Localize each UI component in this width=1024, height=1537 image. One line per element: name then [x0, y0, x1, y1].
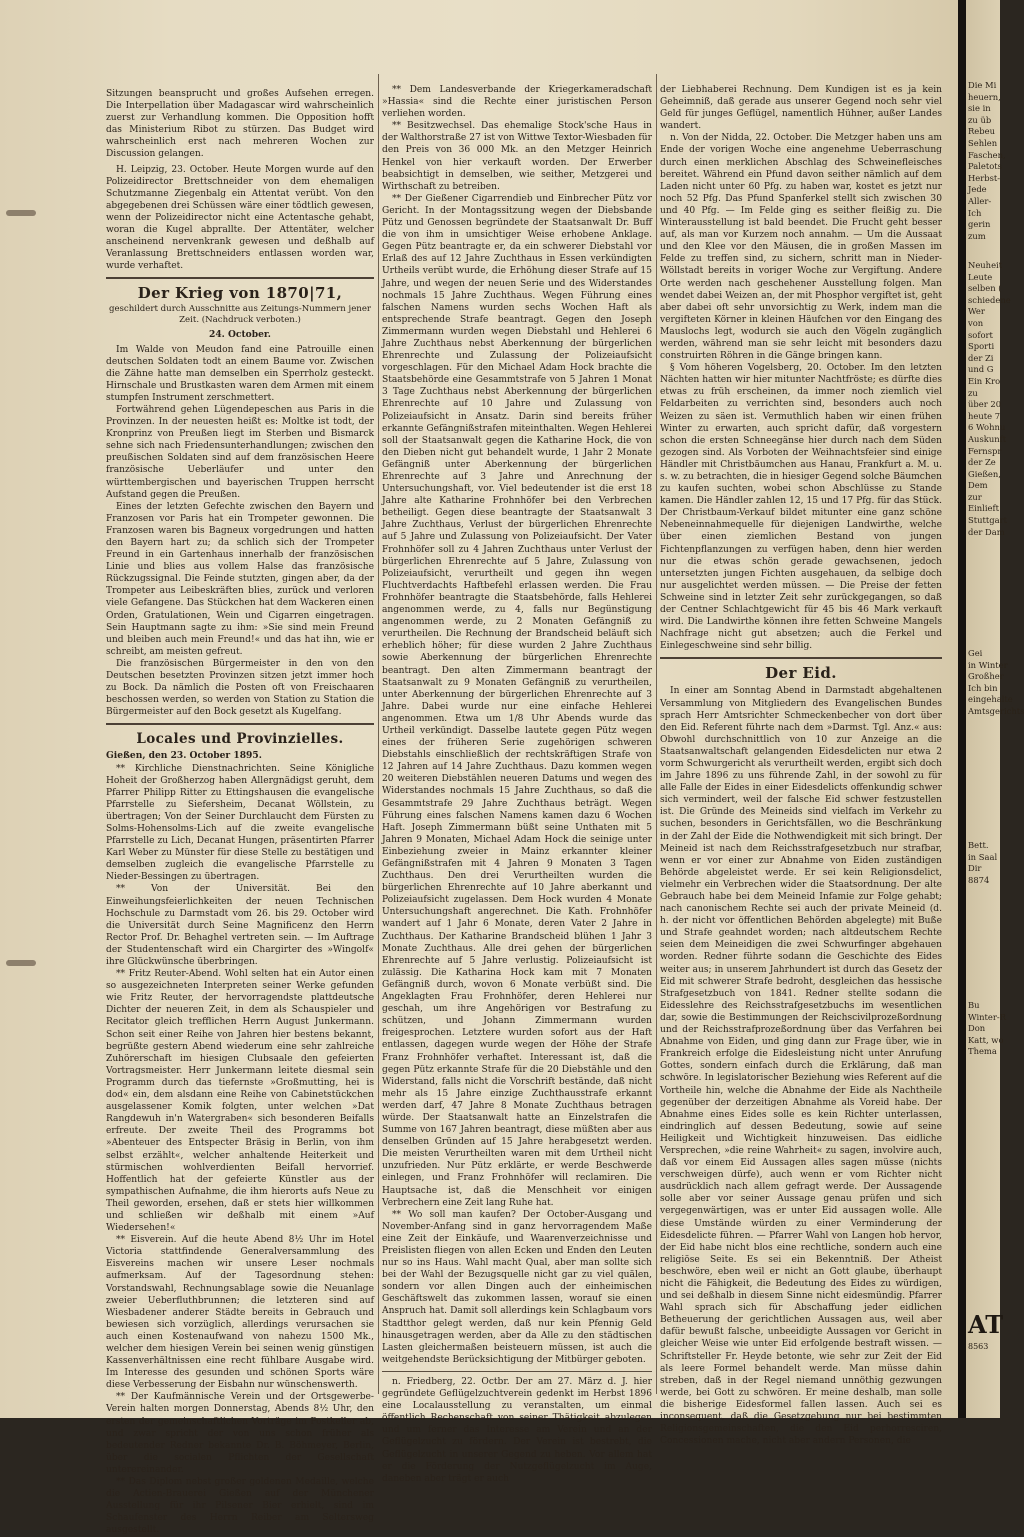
locales-paragraph: ** Eisverein. Auf die heute Abend 8½ Uhr im Hotel Victoria stattfindende Generalversammlung des Eisvereins machen wir unsere Leser nochmals aufmerksam. Auf der Tagesordnung stehen: Vorstandswahl, Rechnungsablage sowie die Neuanlage zweier Ueberfluthbrunnen; die letzteren sind auf Wiesbadener anderer Städte bereits in Gebrauch und bewiesen sich vorzüglich, allerdings verursachen sie auch einen Kostenaufwand von nahezu 1500 Mk., welcher dem hiesigen Verein bei seinen wenig günstigen Kassenverhältnissen eine recht fühlbare Ausgabe wird. Im Interesse des gesunden und schönen Sports wäre diese Verbesserung der Eisbahn nur wünschenswerth. — [106, 1235, 374, 1391]
fragment-line: Jede — [968, 184, 987, 195]
fragment-line: Gei — [968, 648, 983, 658]
fragment-line: der Dam — [968, 526, 1005, 537]
section-divider — [106, 723, 374, 725]
fragment-line: heute 7 — [968, 410, 1001, 421]
fragment-line: Rebeu — [968, 126, 995, 137]
fragment-line: Dem — [968, 480, 988, 491]
fragment-line: Wer — [968, 306, 985, 317]
fragment-line: Bu — [968, 1000, 980, 1010]
article-paragraph: ** Besitzwechsel. Das ehemalige Stock'sche Haus in der Walthorstraße 27 ist von Wittwe Textor-Wiesbaden für den Preis von 36 000 Mk. an den Metzger Heinrich Henkel von hier verkauft worden. Der Erwerber beabsichtigt in demselben, wie seither, Metzgerei und Wirthschaft zu betreiben. — [382, 121, 652, 192]
fragment-line: Herbst- — [968, 172, 1001, 183]
column-rule — [656, 74, 657, 1394]
locales-headline: Locales und Provinzielles. — [136, 731, 344, 748]
fragment-line: selben ( — [968, 283, 1002, 294]
article-paragraph: n. Von der Nidda, 22. October. Die Metzger haben uns am Ende der vorigen Woche eine angenehme Ueberraschung durch einen merklichen Abschlag des Schweinefleisches bereitet. Während ein Pfund davon seither nämlich auf dem Laden nicht unter 60 Pfg. zu haben war, kostet es jetzt nur noch 52 Pfg. Das Pfund Spanferkel stellt sich zwischen 30 und 40 Pfg. — Im Felde ging es seither fleißig zu. Die Winterausstellung ist bald beendet. Die Frucht geht besser auf, als man vor Kurzem noch annahm. — Um die Aussaat und den Klee vor den Mäusen, die in großen Massen im Felde zu treffen sind, zu sichern, schritt man in Nieder-Wöllstadt bereits in voriger Woche zur Vergiftung. Andere Orte werden nach geschehener Ausstellung folgen. Man wendet dabei Weizen an, der mit Phosphor vergiftet ist, geht aber dabei oft sehr unvorsichtig zu Werk, indem man die vergifteten Körner in kleinen Häufchen vor den Eingang des Mauslochs legt, wodurch sie auch den Vögeln zugänglich werden, während man sie sehr leicht mit besonders dazu construirten Röhren in die Gänge bringen kann. — [660, 133, 942, 362]
fragment-line: Einlieft — [968, 503, 999, 514]
fragment-line: Großher — [968, 671, 1004, 682]
section-divider — [660, 657, 942, 659]
footer-small-fragment: 8563 — [968, 1342, 989, 1351]
eid-headline: Der Eid. — [765, 664, 837, 683]
fragment-block-2 — [966, 260, 1011, 538]
fragment-line: der Zi — [968, 352, 994, 363]
fragment-line: von — [968, 317, 984, 328]
fragment-line: Leute — [968, 271, 993, 282]
krieg-paragraph: Die französischen Bürgermeister in den von den Deutschen besetzten Provinzen sitzen jetzt immer hoch zu Bock. Da nämlich die Posten oft von Freischaaren beschossen werden, so werden von Station zu Station die Bürgermeister auf den Bock gesetzt als Kugelfang. — [106, 658, 374, 718]
fragment-line: Ich bin — [968, 682, 998, 693]
fragment-line: zu — [968, 387, 978, 398]
fragment-line: Auskunft — [968, 433, 1007, 444]
fragment-line: über 20 — [968, 399, 1002, 410]
article-paragraph: ** Wo soll man kaufen? Der October-Ausgang und November-Anfang sind in ganz hervorragendem Maße eine Zeit der Einkäufe, und Waarenverzeichnisse und Preislisten fliegen von allen Ecken und Enden den Leuten nur so ins Haus. Wahl macht Qual, aber man sollte sich bei der Wahl der Bezugsquelle nicht gar zu viel quälen, sondern vor allen Dingen auch der einheimischen Geschäftswelt das zukommen lassen, worauf sie einen Anspruch hat. Damit soll allerdings kein Schlagbaum vors Stadtthor gelegt werden, daß nur kein Pfennig Geld hinausgetragen werden, aber da Alle zu den städtischen Lasten gleichermaßen beisteuern müssen, ist auch die weitgehendste Berücksichtigung der Mitbürger geboten. — [382, 1209, 652, 1365]
fragment-line: Sporti — [968, 341, 995, 352]
fragment-line: sie in — [968, 103, 991, 114]
article-continuation: Sitzungen beansprucht und großes Aufsehen erregen. Die Interpellation über Madagascar wird wahrscheinlich zuerst zur Verhandlung kommen. Die Opposition hofft das Ministerium Ribot zu stürzen. Das Budget wird wahrscheinlich erst nach mehreren Wochen zur Discussion gelangen. — [106, 89, 374, 160]
binding-mark — [6, 210, 36, 216]
locales-paragraph: ** Kirchliche Dienstnachrichten. Seine Königliche Hoheit der Großherzog haben Allergnädigst geruht, dem Pfarrer Philipp Ritter zu Ettingshausen die evangelische Pfarrstelle zu Siefersheim, Decanat Wöllstein, zu übertragen; Von der Seiner Durchlaucht dem Fürsten zu Solms-Hohensolms-Lich auf die zweite evangelische Pfarrstelle zu Lich, Decanat Hungen, präsentirten Pfarrer Karl Weber zu Münster für diese Stelle zu bestätigen und demselben zugleich die evangelische Pfarrstelle zu Nieder-Bessingen zu übertragen. — [106, 763, 374, 883]
fragment-line: Don — [968, 1023, 986, 1034]
fragment-line: Stuttgart — [968, 515, 1007, 526]
article-paragraph: ** Der Gießener Cigarrendieb und Einbrecher Pütz vor Gericht. In der Montagssitzung wegen der Diebsbande Pütz und Genossen begründete der Staatsanwalt Dr. Buff die von ihm in umsichtiger Weise erhobene Anklage. Gegen Pütz beantragte er, da ein schwerer Diebstahl vor Erlaß des auf 12 Jahre Zuchthaus in Essen verkündigten Urtheils verübt wurde, die Erhöhung dieser Strafe auf 15 Jahre, und wegen der neuen Serie und des Widerstandes nochmals 15 Jahre Zuchthaus. Wegen Führung eines falschen Namens wurden sechs Wochen Haft als entsprechende Strafe beantragt. Gegen den Joseph Zimmermann wurden wegen Diebstahl und Hehlerei 6 Jahre Zuchthaus nebst Aberkennung der bürgerlichen Ehrenrechte und Zulassung der Polizeiaufsicht vorgeschlagen. Für den Michael Adam Hock brachte die Staatsbehörde eine Gesammtstrafe von 5 Jahren 1 Monat 3 Tage Zuchthaus nebst Aberkennung der bürgerlichen Ehrenrechte auf 10 Jahre und Zulassung von Polizeiaufsicht in Ansatz. Darin sind bereits früher erkannte Gefängnißstrafen miteinthalten. Wegen Hehlerei soll der Staatsanwalt gegen die Katharine Hock, die von den Dieben nicht gut behandelt wurde, 1 Jahr 2 Monate Gefängniß unter Aberkennung der bürgerlichen Ehrenrechte auf 3 Jahre und Anrechnung der Untersuchungshaft, vor. Viel bedeutender ist die erst 18 Jahre alte Katharine Frohnhöfer bei den Verbrechen betheiligt. Gegen diese beantragte der Staatsanwalt 3 Jahre Zuchthaus, Verlust der bürgerlichen Ehrenrechte auf 5 Jahre und Zulassung von Polizeiaufsicht. Der Vater Frohnhöfer soll zu 4 Jahren Zuchthaus unter Verlust der bürgerlichen Ehrenrechte auf 5 Jahre, Zulassung von Polizeiaufsicht, verurtheilt und gegen ihn wegen Fluchtverdachts Haftbefehl erlassen werden. Die Frau Frohnhöfer beantragte die Staatsbehörde, falls Hehlerei angenommen werde, zu 4, falls nur Begünstigung angenommen werde, zu 2 Monaten Gefängniß zu verurtheilen. Die Rechnung der Brandscheid beläuft sich erheblich höher; für diese wurden 2 Jahre Zuchthaus sowie Aberkennung der bürgerlichen Ehrenrechte beantragt. Den alten Zimmermann beantragt der Staatsanwalt zu 9 Monaten Gefängniß zu verurtheilen, unter Aberkennung der bürgerlichen Ehrenrechte auf 3 Jahre. Dabei wurde nur eine einfache Hehlerei angenommen. Etwa um 1/8 Uhr Abends wurde das Urtheil verkündigt. Dasselbe lautete gegen Pütz wegen eines der früheren Serie zugehörigen schweren Diebstahls einschließlich der rechtskräftigen Strafe von 12 Jahren auf 14 Jahre Zuchthaus. Dazu kommen wegen 20 weiteren Diebstählen neueren Datums und wegen des Widerstandes nochmals 15 Jahre Zuchthaus, so daß die Gesammtstrafe 29 Jahre Zuchthaus beträgt. Wegen Führung eines falschen Namens kamen dazu 6 Wochen Haft. Joseph Zimmermann büßt seine Unthaten mit 5 Jahren 9 Monaten, Michael Adam Hock die seinige unter Einbeziehung zweier in Mainz erkannter kleiner Gefängnißstrafen mit 4 Jahren 9 Monaten 3 Tagen Zuchthaus. Den drei Verurtheilten wurden die bürgerlichen Ehrenrechte auf 10 Jahre aberkannt und Polizeiaufsicht zugelassen. Dem Hock wurden 4 Monate Untersuchungshaft angerechnet. Die Kath. Frohnhöfer wandert auf 1 Jahr 6 Monate, deren Vater 2 Jahre in Zuchthaus. Der Katharine Brandscheid blühen 1 Jahr 3 Monate Zuchthaus. Alle drei gehen der bürgerlichen Ehrenrechte auf 5 Jahre verlustig. Polizeiaufsicht ist zulässig. Die Katharina Hock kam mit 7 Monaten Gefängniß durch, wovon 6 Monate verbüßt sind. Die Angeklagten Frau Frohnhöfer, deren Hehlerei nur geschah, um ihre Angehörigen vor Bestrafung zu schützen, und Johann Zimmermann wurden freigesprochen. Letztere wurden sofort aus der Haft entlassen, dagegen wurde wegen der Höhe der Strafe Franz Frohnhöfer verhaftet. Interessant ist, daß die gegen Pütz erkannte Strafe für die 20 Diebstähle und den Widerstand, falls nicht die Vorschrift bestände, daß nicht mehr als 15 Jahre einzige Zuchthausstrafe erkannt werden darf, 47 Jahre 8 Monate Zuchthaus betragen würde. Der Staatsanwalt hatte an Einzelstrafen die Summe von 167 Jahren beantragt, diese müßten aber aus denselben Gründen auf 15 Jahre herabgesetzt werden. Die meisten Verurtheilten waren mit dem Urtheil nicht unzufrieden. Nur Pütz erklärte, er werde Beschwerde einlegen, und Franz Frohnhöfer will reclamiren. Die Hauptsache ist, daß die Menschheit vor einigen Verbrechern eine Zeit lang Ruhe hat. — [382, 193, 652, 1208]
fragment-line: Winter-R — [968, 1011, 1006, 1022]
fragment-line: schiedene — [968, 294, 1011, 305]
fragment-line: in Saal — [968, 851, 998, 862]
page-gutter — [958, 0, 966, 1418]
fragment-line: eingehalte — [968, 694, 1013, 705]
fragment-line: Bett. — [968, 840, 989, 850]
fragment-line: Paletots — [968, 161, 1002, 172]
fragment-line: Die Mi — [968, 80, 997, 90]
article-paragraph: ** Dem Landesverbande der Kriegerkameradschaft »Hassia« sind die Rechte einer juristischen Person verliehen worden. — [382, 85, 652, 120]
column-3 — [660, 0, 942, 1447]
article-paragraph: der Liebhaberei Rechnung. Dem Kundigen ist es ja kein Geheimniß, daß gerade aus unserer Gegend noch sehr viel Geld für junges Geflügel, namentlich Hühner, außer Landes wandert. — [660, 85, 942, 132]
fragment-line: sofort — [968, 329, 993, 340]
section-divider — [106, 277, 374, 279]
fragment-block-1 — [966, 80, 1006, 242]
fragment-line: 6 Wohnu — [968, 422, 1006, 433]
fragment-line: zu üb — [968, 114, 992, 125]
fragment-block-5 — [966, 1000, 1006, 1058]
fragment-line: Gießen, — [968, 468, 1001, 479]
locales-paragraph: ** Das Diplom nebst großer goldenen Medaille, welche die Actien-Brauerei Gießen auf der Münchener Ausstellung für ihr Pilsener Bier erhielt, sind im Schaufenster des Herrn Reiber am Seltersweg ausgestellt. — [106, 1477, 374, 1536]
fragment-line: Sehlen — [968, 137, 998, 148]
krieg-paragraph: Fortwährend gehen Lügendepeschen aus Paris in die Provinzen. In der neuesten heißt es: Moltke ist todt, der Kronprinz von Preußen liegt im Sterben und Bismarck sehne sich nach Friedensunterhandlungen; zwischen den preußischen Soldaten sind auf dem französischen Heere französische Ueberläufer und unter den württembergischen und bayerischen Truppen herrscht Aufstand gegen die Preußen. — [106, 404, 374, 500]
fragment-line: Amtsgerichts — [968, 705, 1024, 716]
locales-paragraph: ** Von der Universität. Bei den Einweihungsfeierlichkeiten der neuen Technischen Hochschule zu Darmstadt vom 26. bis 29. October wird die Universität durch Seine Magnificenz den Herrn Rector Prof. Dr. Behaghel vertreten sein. — Im Auftrage der Studentenschaft wird ein Chargirter des »Wingolf« ihre Glückwünsche überbringen. — [106, 884, 374, 967]
footer-large-fragment: AT — [968, 1310, 1004, 1339]
fragment-line: zum — [968, 230, 986, 241]
locales-dateline: Gießen, den 23. October 1895. — [106, 750, 262, 762]
krieg-headline: Der Krieg von 1870|71, — [137, 284, 343, 303]
fragment-line: Katt, wo — [968, 1034, 1004, 1045]
locales-paragraph: ** Der Kaufmännische Verein und der Ortsgewerbe-Verein halten morgen Donnerstag, Abends 8½ Uhr, den ersten der gemeinschaftlichen Vorträge im Postkeller ab, und zwar spricht der von uns schon früher als bedeutender Redner bekannte Dr. B. Böhmeyer, Berlin, über die socialen Pflichten der Gesellschaft unterereinander. — [106, 1392, 374, 1475]
krieg-subtitle: geschildert durch Ausschnitte aus Zeitungs-Nummern jener Zeit. (Nachdruck verboten.) — [108, 304, 372, 326]
binding-mark — [6, 960, 36, 966]
fragment-line: der Ze — [968, 457, 996, 468]
fragment-line: zur — [968, 491, 982, 502]
fragment-line: Fernspr — [968, 445, 1002, 456]
eid-paragraph: In einer am Sonntag Abend in Darmstadt abgehaltenen Versammlung von Mitgliedern des Evangelischen Bundes sprach Herr Amtsrichter Schmeckenbecher von dort über den Eid. Referent führte nach dem »Darmst. Tgl. Anz.« aus: Obwohl durchschnittlich von 10 zur Anzeige an die Staatsanwaltschaft gelangenden Eidesdelicten nur etwa 2 vorm Schwurgericht als verurtheilt werden, ergibt sich doch im Jahre 1896 zu uns führende Zahl, in der sowohl zu für alle Falle der Eides in einer Eidesdelicts offenkundig schwer sich vermindert, weil der falsche Eid schwer festzustellen ist. Die Gründe des Meineids sind vielfach im Verkehr zu suchen, besonders in Gerichtsfällen, wo die Beschränkung in der Zahl der Eide die Nothwendigkeit mit sich bringt. Der Meineid ist nach dem Reichsstrafgesetzbuch nur strafbar, wenn er vor einer zur Abnahme von Eiden zuständigen Behörde abgeleistet werde. Er sei kein Religionsdelict, vielmehr ein Verbrechen wider die Staatsordnung. Der alte Gebrauch habe bei dem Meineid Infamie zur Folge gehabt; nach canonischem Rechte sei auch der private Meineid (d. h. der nicht vor öffentlichen Behörden abgelegte) mit Buße und Strafe geahndet worden; nach altdeutschem Rechte seien dem Meineidigen die zwei Schwurfinger abgehauen worden. Redner führte sodann die Geschichte des Eides weiter aus; in unserem Jahrhundert ist durch das Gesetz der Eid mit schwerer Strafe bedroht, desgleichen das hessische Strafgesetzbuch von 1841. Redner stellte sodann die Eidesslehre des Reichsstrafgesetzbuchs im wesentlichen dar, sowie die Bestimmungen der Reichscivilprozeßordnung und der Reichsstrafprozeßordnung über das Verfahren bei Abnahme von Eiden, und ging dann zur Frage über, wie in Frankreich erfolge die Eidesleistung nicht unter Anrufung Gottes, sondern einfach durch die Erklärung, daß man schwöre. In legislatorischer Beziehung wies Referent auf die Vortheile hin, welche die Abnahme der Eide als Nachtheile gegenüber der derzeitigen Abnahme als Voreid habe. Der Abnahme eines Eides solle es kein Richter unterlassen, eindringlich auf dessen Bedeutung, sowie auf seine Heiligkeit und Wichtigkeit hinzuweisen. Das eidliche Versprechen, »die reine Wahrheit« zu sagen, involvire auch, daß vor einem Eid Aussagen alles sagen müsse (nichts verschweigen dürfe), auch wenn er vom Richter nicht ausdrücklich nach allem gefragt werde. Der Aussagende solle aber vor seiner Aussage genau prüfen und sich vergegenwärtigen, was er unter Eid aussagen wolle. Alle diese Umstände würden zu einer Verminderung der Eidesdelicte führen. — Pfarrer Wahl von Langen hob hervor, der Eid habe nicht blos eine rechtliche, sondern auch eine religiöse Seite. Es sei ein Bekenntniß. Der Atheist beschwöre, eben weil er nicht an Gott glaube, überhaupt nicht die Fähigkeit, die Bedeutung des Eides zu würdigen, und sei deßhalb in diesem Sinne nicht eidesmündig. Pfarrer Wahl sprach sich für Abschaffung jeder eidlichen Betheuerung der gerichtlichen Aussagen aus, weil aber dafür bewußt falsche, unbeeidigte Aussagen vor Gericht in gleicher Weise wie unter Eid erfolgende bestraft wissen. — Schriftsteller Fr. Heyde betonte, wie sehr zur Zeit der Eid als leere Formel behandelt werde. Man müsse dahin streben, daß in der Regel niemand unnöthig gezwungen werde, bei Gott zu schwören. Er meine deshalb, man solle die bisherige Eidesformel fallen lassen. Auch sei es inconsequent, daß die Gesetzgebung nur bei bestimmten Religionsgemeinschaften, die den Eid perhorresciren, Concessionen mache, nicht aber andern Personen, die — [660, 686, 942, 1447]
fragment-line: 8874 — [968, 874, 990, 885]
fragment-line: Neuheit — [968, 260, 1003, 270]
fragment-line: gerin — [968, 219, 991, 230]
locales-paragraph: ** Fritz Reuter-Abend. Wohl selten hat ein Autor einen so ausgezeichneten Interpreten seiner Werke gefunden wie Fritz Reuter, der hervorragendste plattdeutsche Dichter der neueren Zeit, in dem als Schauspieler und Recitator gleich trefflichen Herrn August Junkermann. Schon seit einer Reihe von Jahren hier bestens bekannt, begrüßte gestern Abend wiederum eine sehr zahlreiche Zuhörerschaft im hiesigen Clubsaale den gefeierten Vortragsmeister. Herr Junkermann leitete diesmal sein Programm durch das tiefernste »Großmutting, hei is dod« ein, dem alsdann eine Reihe von Cabinetstückchen ausgelassener Komik folgten, unter welchen »Dat Rangdewuh in'n Watergraben« sich besonderen Beifalls erfreute. Der zweite Theil des Programms bot »Abenteuer des Entspecter Bräsig in Berlin, von ihm selbst erzählt«, welcher anhaltende Heiterkeit und stürmischen wohlverdienten Beifall hervorrief. Hoffentlich hat der gefeierte Künstler aus der sympathischen Aufnahme, die ihm hierorts aufs Neue zu Theil geworden, ersehen, daß er stets hier willkommen und schließen wir deßhalb mit einem »Auf Wiedersehen!« — [106, 969, 374, 1234]
fragment-line: in Winter — [968, 659, 1008, 670]
article-leipzig: H. Leipzig, 23. October. Heute Morgen wurde auf den Polizeidirector Brettschneider von dem ehemaligen Schutzmanne Ziegenbalg ein Attentat verübt. Von den abgegebenen drei Schüssen wäre einer tödtlich gewesen, wenn der Polizeidirector nicht eine Actentasche gehabt, woran die Kugel abprallte. Der Attentäter, welcher anscheinend nervenkrank gewesen und deßhalb auf Veranlassung Brettschneiders entlassen worden war, wurde verhaftet. — [106, 164, 374, 272]
fragment-line: Thema — [968, 1046, 997, 1057]
fragment-line: Faschen, — [968, 149, 1006, 160]
fragment-block-3 — [966, 648, 1024, 718]
krieg-date: 24. October. — [209, 329, 271, 341]
column-1 — [106, 0, 374, 1536]
column-2 — [382, 0, 652, 1484]
krieg-paragraph: Eines der letzten Gefechte zwischen den Bayern und Franzosen vor Paris hat ein Trompeter gewonnen. Die Franzosen waren bis Bagneux vorgedrungen und hatten den Bayern hart zu; da schlich sich der Trompeter Freund in ein Gartenhaus innerhalb der französischen Linie und blies aus vollem Halse das französische Rückzugssignal. Die Feinde stutzten, gingen aber, da der Trompeter aus Leibeskräften blies, zurück und verloren viele Gefangene. Das Stückchen hat dem Wackeren einen Orden, Gratulationen, Wein und Cigarren eingetragen. Sein Hauptmann sagte zu ihm: »Sie sind mein Freund und bleiben auch mein Freund!« und das hat ihn, wie er schreibt, am meisten gefreut. — [106, 501, 374, 657]
article-friedberg: n. Friedberg, 22. Octbr. Der am 27. März d. J. hier gegründete Geflügelzuchtverein gedenkt im Herbst 1896 eine Localausstellung zu veranstalten, um einmal öffentlich Rechenschaft von seiner Thätigkeit abzulegen und um ferner das Interesse am Verein und an der Geflügelzucht zu fördern. Der Verein ist bestrebt, die Geflügelzucht in unserer Gegend zu heben. Vor allem hat er die Förderung der Nutzgeflügelzucht im Auge, daneben aber trägt er auch — [382, 1376, 652, 1484]
fragment-line: heuern, — [968, 91, 1001, 102]
fragment-line: Dir — [968, 863, 982, 874]
fragment-line: Aller- — [968, 195, 992, 206]
fragment-line: und G — [968, 364, 994, 375]
krieg-paragraph: Im Walde von Meudon fand eine Patrouille einen deutschen Soldaten todt an einem Baume vor. Zwischen die Zähne hatte man demselben ein Sperrholz gesteckt. Hirnschale und Brustkasten waren dem Armen mit einem stumpfen Instrument zerschmettert. — [106, 344, 374, 403]
section-divider — [382, 1371, 652, 1372]
article-paragraph: § Vom höheren Vogelsberg, 20. October. Im den letzten Nächten hatten wir hier mitunter Nachtfröste; es dürfte dies etwas zu früh erscheinen, da immer noch ziemlich viel Feldarbeiten zu verrichten sind, besonders auch noch Weizen zu säen ist. Vermuthlich haben wir einen frühen Winter zu erwarten, auch spricht dafür, daß vorgestern schon die ersten Schneegänse hier durch nach dem Süden gezogen sind. Als Vorboten der Weihnachtsfeier sind einige Händler mit Christbäumchen aus Hanau, Frankfurt a. M. u. s. w. zu betrachten, die in hiesiger Gegend solche Bäumchen zu kaufen suchten, wobei schon Abschlüsse zu Stande kamen. Die Händler zahlen 12, 15 und 17 Pfg. für das Stück. Der Christbaum-Verkauf bildet mitunter eine ganz schöne Nebeneinnahmequelle für diejenigen Landwirthe, welche über einen ziemlichen Bestand von jungen Fichtenpflanzungen zu verfügen haben, denn hier werden nur die etwas schön gerade gewachsenen, jedoch untersetzten jungen Fichten ausgehauen, da selbige doch nur ausgelichtet werden müssen. — Die Preise der fetten Schweine sind in letzter Zeit sehr zurückgegangen, so daß der Centner Schlachtgewicht für 45 bis 46 Mark verkauft wird. Die Landwirthe können ihre fetten Schweine Mangels Nachfrage nicht gut absetzen; auch die Ferkel und Einlegeschweine sind sehr billig. — [660, 363, 942, 652]
column-rule — [378, 74, 379, 1394]
fragment-block-4 — [966, 840, 1000, 886]
adjacent-page-edge — [966, 0, 1024, 1418]
fragment-line: Ich — [968, 207, 982, 218]
fragment-line: Ein Kro — [968, 375, 1001, 386]
